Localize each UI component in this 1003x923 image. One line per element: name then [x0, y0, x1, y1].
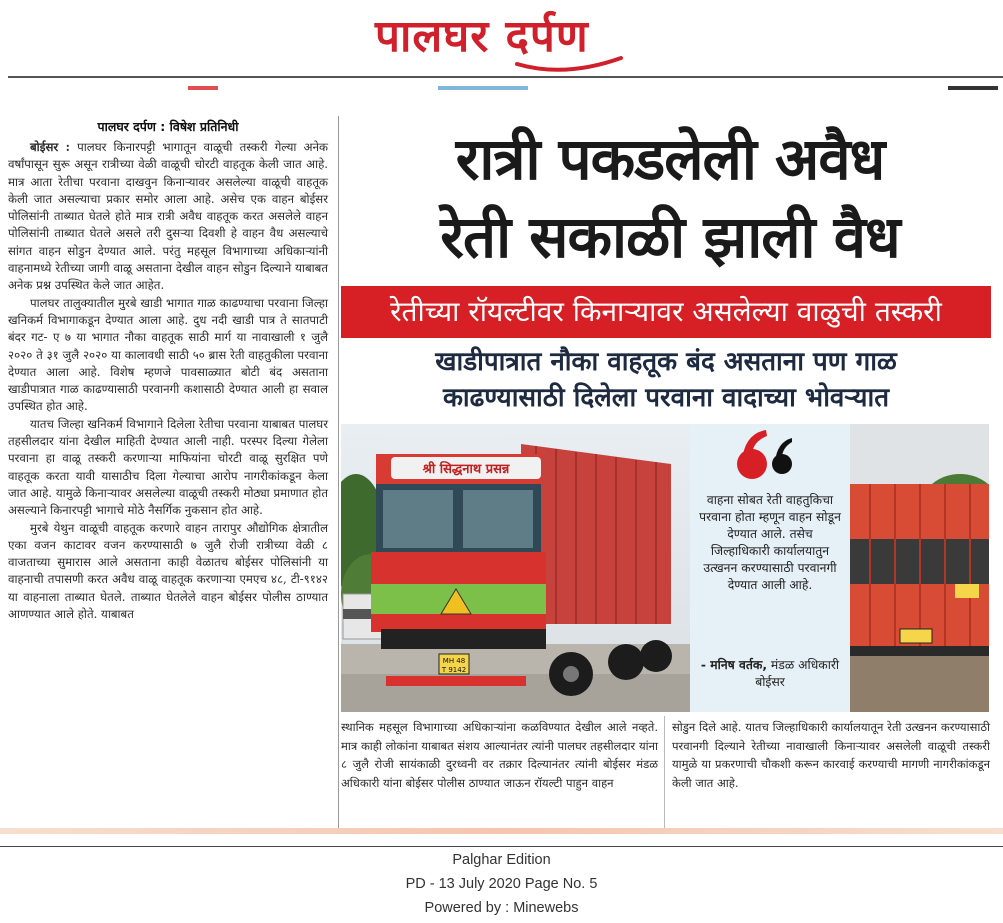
article-paragraph: पालघर तालुक्यातील मुरबे खाडी भागात गाळ काढण्याचा परवाना जिल्हा खनिकर्म विभागाकडून देण्यात आला आहे. दुध नदी खाडी पात्र ते सातपाटी बंदर गट- ए ७ या भागात नौका वाहतूक साठी मार्ग या नावाखाली १ जुलै २०२० ते ३१ जुलै २०२० या कालावधी साठी ५० ब्रास रेती वाहतुकीला परवाना देण्यात आला आहे. विशेष म्हणजे पावसाळ्यात बोटी बंद असताना खाडीपात्रात गाळ काढण्यासाठी परवानगी कशासाठी देण्यात आली हा सवाल उपस्थित होत आहे.	[8, 295, 328, 414]
truck-photo[interactable]	[341, 424, 690, 712]
masthead-rule	[8, 76, 1003, 78]
main-headline	[345, 120, 995, 280]
masthead	[0, 0, 1003, 78]
quote-author-role: मंडळ अधिकारी बोईसर	[755, 658, 840, 689]
footer-page-info: PD - 13 July 2020 Page No. 5	[405, 876, 598, 892]
article-paragraph: मुरबे येथुन वाळूची वाहतूक करणारे वाहन तारापुर औद्योगिक क्षेत्रातील एका वजन काटावर वजन करण्यासाठी ७ जुलै रोजी रात्रीच्या वेळी ८ वाजताच्या सुमारास आले असताना काही वेळातच बोईसर पोलिसांनी या वाहनाची तपासणी करत अवैध वाळू वाहतूक करणाऱ्या एमएच ४८, टी-९१४२ या वाहनाला ताब्यात घेतले. ताब्यात घेतलेले वाहन बोईसर पोलीस ठाण्यात आणण्यात आले होते. याबाबत	[8, 520, 328, 622]
quote-text: वाहना सोबत रेती वाहतुकिचा परवाना होता म्हणून वाहन सोडून देण्यात आले. तसेच जिल्हाधिकारी कार्यालयातुन उत्खनन करण्यासाठी परवानगी देण्यात आली आहे.	[699, 493, 841, 592]
quote-box	[690, 424, 850, 712]
truck-rear-photo[interactable]	[850, 424, 989, 712]
column-divider	[338, 116, 339, 828]
decorative-strip	[8, 86, 1003, 92]
truck-name-board: श्री सिद्धनाथ प्रसन्न	[422, 462, 510, 477]
subheadline	[341, 344, 991, 420]
decorative-strip	[0, 828, 1003, 834]
article-left-column	[8, 118, 328, 828]
logo-title: पालघर दर्पण	[375, 11, 589, 62]
column-divider	[664, 716, 665, 828]
byline: पालघर दर्पण : विषेश प्रतिनिधी	[97, 119, 239, 134]
footer-rule	[0, 846, 1003, 847]
article-bottom-column: स्थानिक महसूल विभागाच्या अधिकाऱ्यांना कळविण्यात देखील आले नव्हते. मात्र काही लोकांना याबाबत संशय आल्यानंतर त्यांनी पालघर तहसीलदार यांना ८ जुलै रोजी सायंकाळी दुरध्वनी वर तक्रार दिल्यानंतर त्यांनी बोईसर मंडळ अधिकारी यांना बोईसर पोलीस ठाण्यात जाऊन रॉयल्टी पाहुन वाहन	[341, 720, 658, 790]
quote-author-name: - मनिष वर्तक,	[700, 658, 767, 672]
footer-edition: Palghar Edition	[452, 852, 551, 868]
newspaper-logo[interactable]	[375, 4, 625, 74]
article-bottom-column: सोडुन दिले आहे. यातच जिल्हाधिकारी कार्यालयातून रेती उत्खनन करण्यासाठी परवानगी दिल्याने रेतीच्या नावाखाली किनाऱ्यावर असलेली वाळूची तस्करी यामुळे या प्रकरणाची चौकशी करून कारवाई करण्याची मागणी नागरीकांकडून केली जात आहे.	[672, 720, 990, 790]
quote-mark-icon	[734, 424, 804, 484]
article-paragraph: बोईसर : पालघर किनारपट्टी भागातून वाळूची तस्करी गेल्या अनेक वर्षांपासून सुरू असून रात्रीच्या वेळी वाळूची चोरटी वाहतूक केली जात आहे. मात्र आता रेतीचा परवाना दाखवुन किनाऱ्यावर असलेल्या वाळूची वाहतूक केली जात असल्याचा प्रकार समोर आला आहे. असेच एक वाहन बोईसर पोलिसांनी ताब्यात घेतले होते मात्र रात्री अवैध वाहतूक करत असलेले वाहन पोलिसांनी ताब्यात घेतले असले तरी दुसऱ्या दिवशी हे वाहन वैध असल्याचे सांगत वाहन सोडुन देण्यात आले. परंतु महसूल विभागाच्या अधिकाऱ्यांनी वाहनामध्ये रेतीच्या जागी वाळू असताना देखील वाहन सोडुन दिल्याने याबाबत अनेक प्रश्न उपस्थित केले जात आहेत.	[8, 140, 328, 293]
footer-powered-by[interactable]: Powered by : Minewebs	[424, 900, 579, 916]
quote-author	[698, 657, 842, 691]
headline-line: रात्री पकडलेली अवैध	[455, 125, 885, 193]
number-plate-line1: MH 48	[442, 657, 466, 665]
dateline: बोईसर :	[30, 140, 70, 154]
number-plate-line2: T 9142	[441, 666, 467, 674]
red-banner: रेतीच्या रॉयल्टीवर किनाऱ्यावर असलेल्या वाळुची तस्करी	[341, 286, 991, 338]
subhead-line: काढण्यासाठी दिलेला परवाना वादाच्या भोवऱ्यात	[442, 383, 890, 413]
subhead-line: खाडीपात्रात नौका वाहतूक बंद असताना पण गाळ	[435, 347, 897, 377]
headline-line: रेती सकाळी झाली वैध	[440, 203, 900, 271]
article-paragraph: यातच जिल्हा खनिकर्म विभागाने दिलेला रेतीचा परवाना याबाबत पालघर तहसीलदार यांना देखील माहिती देण्यात आली नाही. परस्पर दिल्या गेलेला परवाना हा वाळू तस्करी करणाऱ्या माफियांना चोरटी वाळू सुरक्षित पणे वाहतूक करता यावी यासाठीच दिला गेल्याचा आरोप नागरीकांकडून केला जात आहे. यामुळे किनाऱ्यावर असलेल्या वाळूची तस्करी मोठ्या प्रमाणात होत असल्याने किनारपट्टी भागाचे मोठे नैसर्गिक नुकसान होत आहे.	[8, 416, 328, 518]
logo-swash-icon	[515, 52, 625, 74]
